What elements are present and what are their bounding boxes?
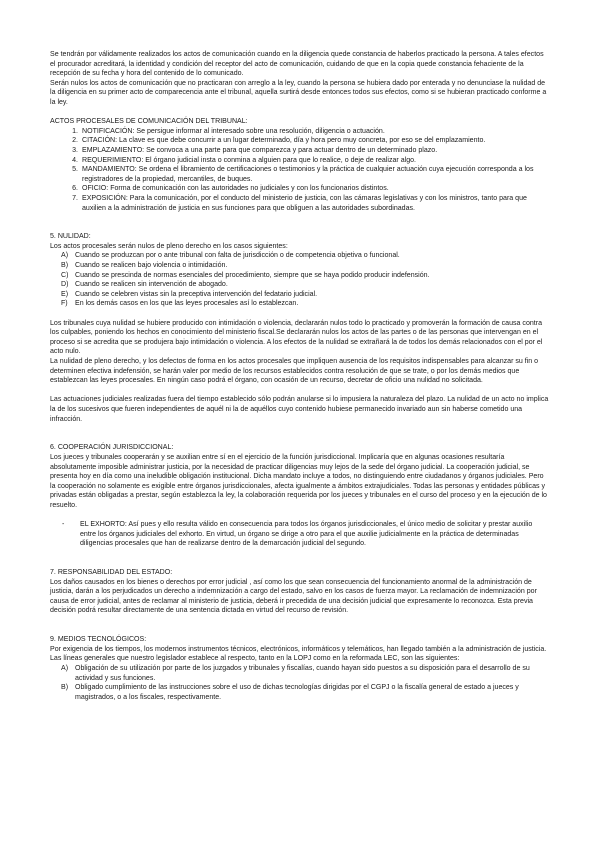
list-marker: 1.	[72, 127, 78, 135]
list-item-text: CITACIÓN: La clave es que debe concurrir a un lugar determinado, día y hora pero muy concreta, por eso se del emplazamiento.	[82, 137, 486, 145]
list-marker: 7.	[72, 194, 78, 202]
list-marker: 4.	[72, 156, 78, 164]
list-item-text: EMPLAZAMIENTO: Se convoca a una parte para que comparezca y para actuar dentro de un determinado plazo.	[82, 146, 438, 154]
list-item	[50, 156, 550, 166]
nulidad-heading: 5. NULIDAD:	[50, 233, 91, 241]
responsabilidad-heading: 7. RESPONSABILIDAD DEL ESTADO:	[50, 569, 173, 577]
list-item-text: EL EXHORTO: Así pues y ello resulta válido en consecuencia para todos los órganos jurisdiccionales, el único medio de solicitar y prestar auxilio entre los órganos judiciales del exhorto. En virtud, un órgano se dirige a otro para el que auxilie judicialmente en la práctica de determinadas diligencias procesales que han de realizarse dentro de la demarcación judicial del segundo.	[80, 521, 533, 548]
nulidad-paragraph-3: Las actuaciones judiciales realizadas fuera del tiempo establecido sólo podrán anularse si lo impusiera la naturaleza del plazo. La nulidad de un acto no implica la de los sucesivos que fueren independientes de aquél ni la de aquéllos cuyo contenido hubiese permanecido invariado aun sin haberse cometido una infracción.	[50, 396, 549, 423]
list-item-text: REQUERIMIENTO: El órgano judicial insta o conmina a alguien para que lo realice, o deje de realizar algo.	[82, 156, 416, 164]
list-item-text: Obligado cumplimiento de las instrucciones sobre el uso de dichas tecnologías dirigidas por el CGPJ o la fiscalía general de estado a jueces y magistrados, o a los fiscales, respectivamente.	[75, 684, 519, 701]
nulidad-paragraph-2: La nulidad de pleno derecho, y los defectos de forma en los actos procesales que impliquen ausencia de los requisitos indispensables para alcanzar su fin o determinen efectiva indefensión, se harán valer por medio de los recursos establecidos contra resolución de que se trate, o por los demás medios que establezcan las leyes procesales. En ningún caso podrá el órgano, con ocasión de un recurso, decretar de oficio una nulidad no solicitada.	[50, 358, 539, 385]
list-item	[50, 520, 550, 549]
intro-paragraph-1: Se tendrán por válidamente realizados los actos de comunicación cuando en la diligencia quede constancia de haberlos practicado la persona. A tales efectos el procurador acreditará, la identidad y condición del receptor del acto de comunicación, cuidando de que en la copia quede constancia fehaciente de la recepción de su fecha y hora del contenido de lo comunicado.	[50, 51, 544, 78]
list-item-text: Cuando se realicen sin intervención de abogado.	[75, 281, 228, 289]
actos-list	[50, 127, 550, 213]
nulidad-intro: Los actos procesales serán nulos de pleno derecho en los casos siguientes:	[50, 242, 288, 250]
list-item-text: Cuando se prescinda de normas esenciales del procedimiento, siempre que se haya podido producir indefensión.	[75, 271, 430, 279]
list-marker: B)	[61, 684, 69, 692]
list-item-text: MANDAMIENTO: Se ordena el libramiento de certificaciones o testimonios y la práctica de cualquier actuación cuya ejecución corresponda a los registradores de la propiedad, mercantiles, de buques.	[82, 166, 534, 183]
medios-list	[50, 664, 550, 702]
list-marker: -	[62, 521, 65, 529]
list-item	[50, 280, 550, 290]
medios-paragraph-1: Por exigencia de los tiempos, los modernos instrumentos técnicos, electrónicos, informáticos y telemáticos, han llegado también a la administración de justicia. Las líneas generales que nuestro legislador establece al respecto, tanto en la LOPJ como en la reformada LEC, son las siguientes:	[50, 645, 547, 663]
list-marker: D)	[61, 281, 69, 289]
list-item	[50, 194, 550, 213]
cooperacion-list	[50, 520, 550, 549]
list-item-text: NOTIFICACIÓN: Se persigue informar al interesado sobre una resolución, diligencia o actuación.	[82, 127, 385, 135]
list-item-text: En los demás casos en los que las leyes procesales así lo establezcan.	[75, 300, 299, 308]
list-item-text: Cuando se celebren vistas sin la preceptiva intervención del fedatario judicial.	[75, 290, 318, 298]
list-marker: 5.	[72, 166, 78, 174]
list-item	[50, 165, 550, 184]
list-marker: C)	[61, 271, 69, 279]
list-item-text: Cuando se produzcan por o ante tribunal con falta de jurisdicción o de competencia objetiva o funcional.	[75, 252, 400, 260]
list-item-text: EXPOSICIÓN: Para la comunicación, por el conducto del ministerio de justicia, con las cámaras legislativas y con los ministros, tanto para que auxilien a la administración de justicia en sus funciones para que obliguen a las autoridades subordinadas.	[82, 194, 527, 212]
intro-paragraph-2: Serán nulos los actos de comunicación que no practicaran con arreglo a la ley, cuando la persona se hubiera dado por enterada y no denunciase la nulidad de la diligencia en su primer acto de comparecencia ante el tribunal, aquella surtirá desde entonces todos sus efectos, como si se hubieran practicado conforme a la ley.	[50, 79, 547, 106]
list-item	[50, 184, 550, 194]
list-item-text: Obligación de su utilización por parte de los juzgados y tribunales y fiscalías, cuando hayan sido puestos a su disposición para el desarrollo de su actividad y sus funciones.	[75, 665, 530, 682]
cooperacion-heading: 6. COOPERACIÓN JURISDICCIONAL:	[50, 444, 174, 452]
list-marker: 2.	[72, 137, 78, 145]
list-item	[50, 683, 550, 702]
list-marker: A)	[61, 665, 69, 672]
list-item	[50, 136, 550, 146]
list-item	[50, 251, 550, 261]
list-item-text: Cuando se realicen bajo violencia o intimidación.	[75, 262, 228, 270]
list-marker: 3.	[72, 146, 78, 154]
list-item	[50, 146, 550, 156]
responsabilidad-paragraph-1: Los daños causados en los bienes o derechos por error judicial , así como los que sean consecuencia del funcionamiento anormal de la administración de justicia, darán a los perjudicados un derecho a indemnización a cargo del estado, salvo en los casos de fuerza mayor. La reclamación de indemnización por causa de error judicial, antes de reclamar al ministerio de justicia, deberá ir precedida de una decisión judicial que expresamente lo reconozca. Esta previa decisión podrá resultar directamente de una sentencia dictada en virtud del recurso de revisión.	[50, 578, 537, 615]
list-item	[50, 290, 550, 300]
nulidad-paragraph-1: Los tribunales cuya nulidad se hubiere producido con intimidación o violencia, declararán nulos todo lo practicado y promoverán la formación de causa contra los culpables, poniendo los hechos en conocimiento del ministerio fiscal.Se declararán nulos los actos de las partes o de las personas que intervengan en el proceso si se acredita que se produjera bajo intimidación o violencia. A los efectos de la nulidad se extrañará la de todos los demás relacionados con el por el acto nulo.	[50, 319, 543, 356]
list-item	[50, 271, 550, 281]
list-item	[50, 261, 550, 271]
cooperacion-paragraph-1: Los jueces y tribunales cooperarán y se auxilian entre sí en el ejercicio de la función jurisdiccional. Implicaría que en algunas ocasiones resultaría absolutamente imposible administrar justicia, por la necesidad de practicar diligencias muy lejos de la sede del órgano judicial. La cooperación judicial, se presenta hoy en día como una ineludible obligación institucional. Dicha mandato incluye a todos, no distinguiendo entre ciudadanos y órganos judiciales. Pero la cooperación no solamente es exigible entre órganos jurisdiccionales, afecta igualmente a ámbitos extrajudiciales. Todas las personas y entidades públicas y privadas están obligadas a prestar, según establezca la ley, la colaboración requerida por los jueces y tribunales en el curso del proceso y en la ejecución de lo resuelto.	[50, 453, 547, 509]
actos-heading: ACTOS PROCESALES DE COMUNICACIÓN DEL TRIBUNAL:	[50, 118, 248, 126]
medios-heading: 9. MEDIOS TECNOLÓGICOS:	[50, 636, 147, 644]
list-marker: 6.	[72, 185, 78, 193]
list-marker: E)	[61, 290, 69, 298]
list-item	[50, 664, 550, 683]
list-marker: F)	[61, 300, 68, 308]
list-marker: A)	[61, 252, 69, 260]
list-item	[50, 127, 550, 137]
nulidad-list	[50, 251, 550, 309]
list-item	[50, 299, 550, 309]
list-marker: B)	[61, 262, 69, 270]
list-item-text: OFICIO: Forma de comunicación con las autoridades no judiciales y con los funcionarios distintos.	[82, 185, 389, 193]
